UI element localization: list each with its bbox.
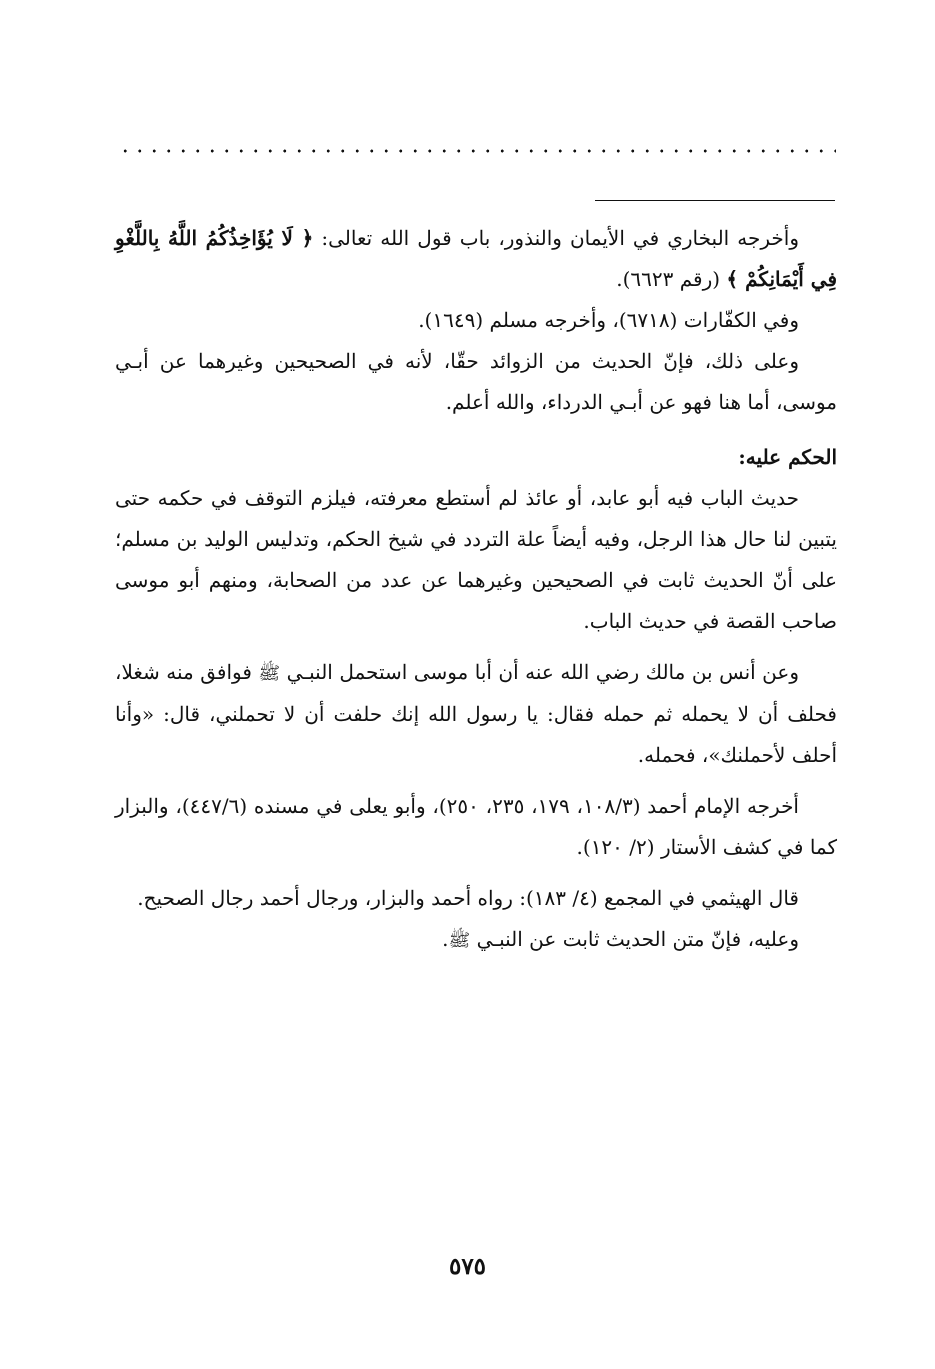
footnote-paragraph-1: وأخرجه البخاري في الأيمان والنذور، باب قول الله تعالى: ﴿ لَا يُؤَاخِذُكُمُ اللَّهُ بِاللَّغْوِ فِي أَيْمَانِكُمْ ﴾ (رقم ٦٦٢٣).	[115, 226, 837, 291]
pbuh-ligature: ﷺ	[258, 663, 281, 684]
pbuh-ligature: ﷺ	[448, 930, 471, 951]
ruling-paragraph-2: وعن أنس بن مالك رضي الله عنه أن أبا موسى استحمل النبـي ﷺ فوافق منه شغلا، فحلف أن لا يحمله ثم حمله فقال: يا رسول الله إنك حلفت أن لا تحملني، قال: «وأنا أحلف لأحملنك»، فحمله.	[115, 660, 837, 767]
page-number: ٥٧٥	[448, 1253, 487, 1280]
ruling-paragraph-4: قال الهيثمي في المجمع (٤/ ١٨٣): رواه أحمد والبزار، ورجال أحمد رجال الصحيح.	[137, 886, 799, 910]
ruling-heading: الحكم عليه:	[738, 445, 837, 469]
dotted-separator	[118, 146, 836, 156]
ruling-paragraph-5: وعليه، فإنّ متن الحديث ثابت عن النبـي ﷺ.	[442, 927, 799, 951]
quran-verse: ﴿ لَا يُؤَاخِذُكُمُ اللَّهُ بِاللَّغْوِ فِي أَيْمَانِكُمْ ﴾	[115, 226, 837, 291]
page-text	[115, 218, 837, 961]
footnote-paragraph-3: وعلى ذلك، فإنّ الحديث من الزوائد حقّا، لأنه في الصحيحين وغيرهما عن أبـي موسى، أما هنا فهو عن أبـي الدرداء، والله أعلم.	[115, 349, 837, 414]
ruling-paragraph-3: أخرجه الإمام أحمد (١٠٨/٣، ١٧٩، ٢٣٥، ٢٥٠)، وأبو يعلى في مسنده (٤٤٧/٦)، والبزار كما في كشف الأستار (٢/ ١٢٠).	[115, 794, 837, 859]
footnote-rule	[595, 200, 835, 201]
ruling-paragraph-1: حديث الباب فيه أبو عابد، أو عائذ لم أستطع معرفته، فيلزم التوقف في حكمه حتى يتبين لنا حال هذا الرجل، وفيه أيضاً علة التردد في شيخ الحكم، وتدليس الوليد بن مسلم؛ على أنّ الحديث ثابت في الصحيحين وغيرهما عن عدد من الصحابة، ومنهم أبو موسى صاحب القصة في حديث الباب.	[115, 486, 837, 633]
footnote-paragraph-2: وفي الكفّارات (٦٧١٨)، وأخرجه مسلم (١٦٤٩).	[418, 308, 799, 332]
